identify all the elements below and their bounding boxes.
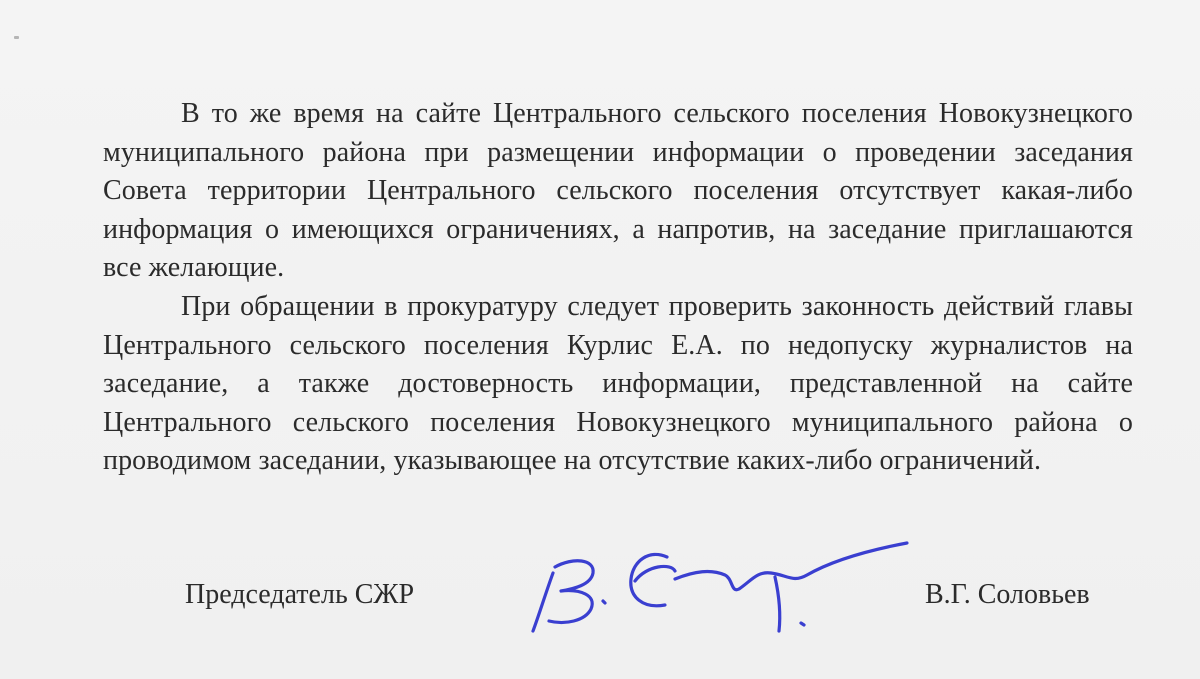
- signature-stroke-tail: [675, 543, 907, 590]
- signature-stroke-end-dot: [801, 623, 804, 625]
- signature-stroke-dot: [603, 601, 605, 603]
- paragraph-2: При обращении в прокуратуру следует проверить законность действий главы Центрального сельского поселения Курлис Е.А. по недопуску журналистов на заседание, а также достоверность информации, представленной на сайте Центрального сельского поселения Новокузнецкого муниципального района о проводимом заседании, указывающее на отсутствие каких-либо ограничений.: [103, 290, 1133, 477]
- signature-stroke-c-loop: [635, 566, 675, 581]
- signature-stroke-v: [533, 561, 593, 631]
- signature-stroke-descender: [775, 577, 780, 631]
- paragraph-1: В то же время на сайте Центрального сельского поселения Новокузнецкого муниципального района при размещении информации о проведении заседания Совета территории Центрального сельского поселения отсутствует какая-либо информация о имеющихся ограничениях, а напротив, на заседание приглашаются все желающие.: [103, 98, 1133, 284]
- handwritten-signature: [525, 535, 915, 645]
- signatory-name: В.Г. Соловьев: [925, 579, 1090, 610]
- signatory-position: Председатель СЖР: [185, 579, 415, 610]
